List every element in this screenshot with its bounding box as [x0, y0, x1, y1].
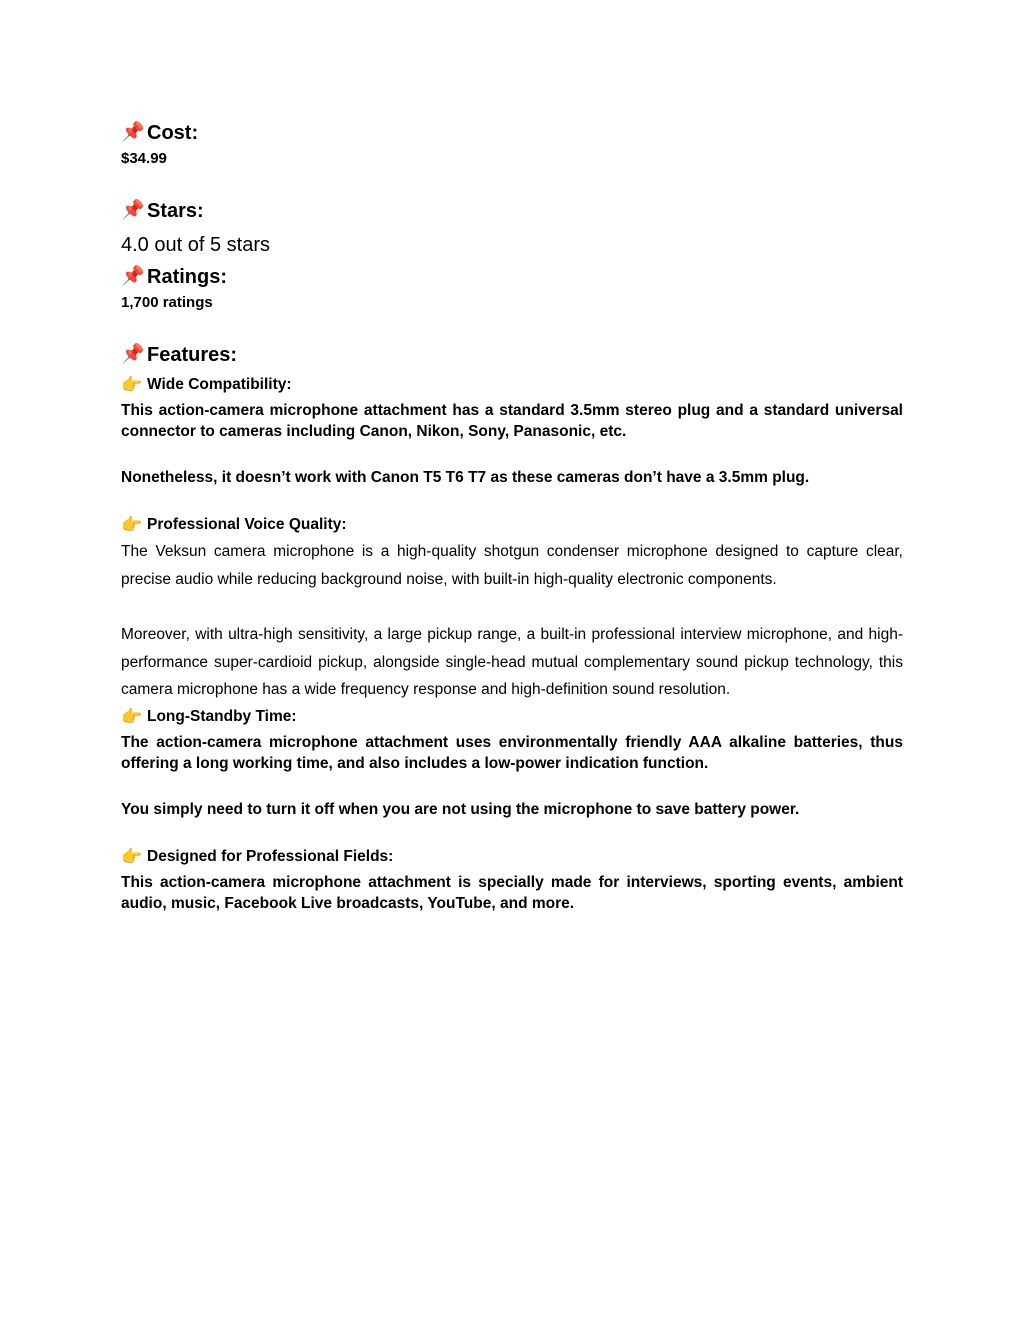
feature-title-label: Professional Voice Quality:	[147, 516, 347, 533]
pushpin-icon: 📌	[121, 266, 145, 287]
cost-value: $34.99	[121, 150, 167, 167]
feature-paragraph: Moreover, with ultra-high sensitivity, a large pickup range, a built-in professional interview microphone, and high-performance super-cardioid pickup, alongside single-head mutual complementary sound pickup technology, this camera microphone has a wide frequency response and high-definition sound resolution.	[121, 626, 903, 698]
ratings-heading-label: Ratings:	[147, 266, 227, 288]
feature-paragraph: The Veksun camera microphone is a high-quality shotgun condenser microphone designed to capture clear, precise audio while reducing background noise, with built-in high-quality electronic components.	[121, 543, 903, 588]
pointing-hand-icon: 👉	[121, 375, 143, 394]
feature-title	[121, 844, 903, 870]
feature-paragraph: The action-camera microphone attachment uses environmentally friendly AAA alkaline batteries, thus offering a long working time, and also includes a low-power indication function.	[121, 733, 903, 772]
feature-paragraph: This action-camera microphone attachment is specially made for interviews, sporting events, ambient audio, music, Facebook Live broadcasts, YouTube, and more.	[121, 873, 903, 912]
stars-value: 4.0 out of 5 stars	[121, 234, 270, 256]
features-heading	[121, 340, 903, 370]
pushpin-icon: 📌	[121, 344, 145, 365]
feature-title-label: Long-Standby Time:	[147, 707, 297, 725]
stars-heading-label: Stars:	[147, 200, 204, 222]
cost-heading	[121, 118, 903, 148]
ratings-value: 1,700 ratings	[121, 294, 213, 311]
feature-title	[121, 704, 903, 730]
features-heading-label: Features:	[147, 344, 238, 366]
feature-title-label: Designed for Professional Fields:	[147, 847, 394, 865]
ratings-heading	[121, 262, 903, 292]
feature-paragraph: This action-camera microphone attachment has a standard 3.5mm stereo plug and a standard universal connector to cameras including Canon, Nikon, Sony, Panasonic, etc.	[121, 402, 903, 440]
pointing-hand-icon: 👉	[121, 846, 143, 866]
feature-title-label: Wide Compatibility:	[147, 376, 292, 393]
stars-heading	[121, 196, 903, 226]
feature-paragraph: Nonetheless, it doesn’t work with Canon T5 T6 T7 as these cameras don’t have a 3.5mm plug.	[121, 469, 810, 486]
pointing-hand-icon: 👉	[121, 706, 143, 726]
product-details	[121, 118, 903, 914]
feature-title	[121, 512, 903, 538]
pushpin-icon: 📌	[121, 122, 145, 143]
cost-heading-label: Cost:	[147, 122, 199, 144]
pushpin-icon: 📌	[121, 200, 145, 221]
feature-title	[121, 372, 903, 398]
pointing-hand-icon: 👉	[121, 515, 143, 534]
feature-paragraph: You simply need to turn it off when you are not using the microphone to save battery power.	[121, 800, 800, 818]
